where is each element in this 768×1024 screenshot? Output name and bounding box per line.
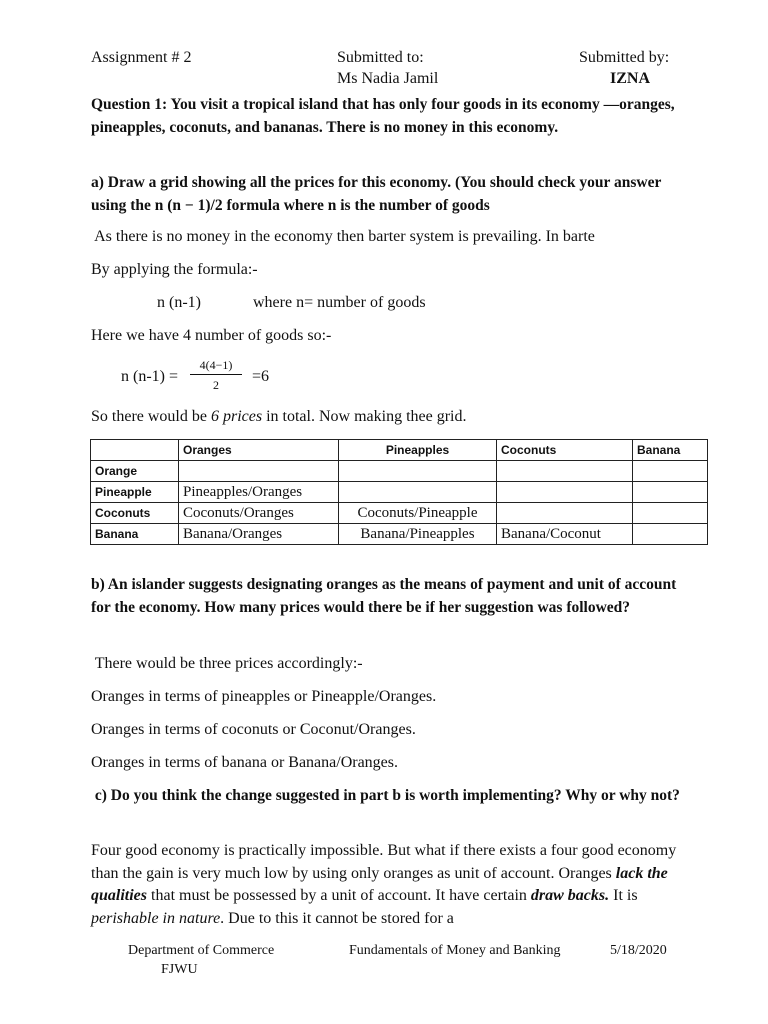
grid-cell: Coconuts/Oranges (179, 503, 339, 524)
price-grid (90, 439, 708, 545)
part-b-answer: There would be three prices accordingly:- (91, 655, 363, 672)
footer-university: FJWU (161, 962, 198, 977)
grid-cell: Pineapples/Oranges (179, 482, 339, 503)
part-c-text-3: It is (609, 887, 638, 904)
part-c-emphasis-3: perishable in nature (91, 909, 221, 927)
submitted-by-name: IZNA (610, 70, 651, 87)
question-1: Question 1: You visit a tropical island that has only four goods in its economy —oranges, pineapples, coconuts, and bananas. There is no money in this economy. (91, 96, 675, 136)
grid-cell (633, 524, 708, 545)
grid-cell (633, 482, 708, 503)
row-header-pineapple: Pineapple (91, 482, 179, 503)
grid-row-orange (91, 461, 708, 482)
part-c-text-2: that must be possessed by a unit of account. It have certain (147, 887, 531, 904)
row-header-coconuts: Coconuts (91, 503, 179, 524)
grid-cell (339, 482, 497, 503)
calc-numerator: 4(4−1) (199, 358, 233, 372)
part-a-applying: By applying the formula:- (91, 261, 258, 278)
part-c-question: c) Do you think the change suggested in part b is worth implementing? Why or why not? (91, 787, 680, 804)
part-b-line-3: Oranges in terms of banana or Banana/Oranges. (91, 754, 398, 771)
part-a-total (91, 406, 467, 428)
grid-cell: Coconuts/Pineapple (339, 503, 497, 524)
part-c-answer (91, 840, 689, 930)
part-c-text-4: . Due to this it cannot be stored for a (220, 909, 454, 927)
grid-cell: Banana/Pineapples (339, 524, 497, 545)
grid-cell: Banana/Coconut (497, 524, 633, 545)
submitted-by-label: Submitted by: (579, 49, 670, 66)
calc-lhs: n (n-1) = (121, 368, 179, 385)
part-c-emphasis-2: draw backs. (530, 887, 610, 904)
part-b-line-2: Oranges in terms of coconuts or Coconut/Oranges. (91, 721, 416, 738)
col-header-oranges: Oranges (179, 440, 339, 461)
row-header-banana: Banana (91, 524, 179, 545)
grid-cell (633, 461, 708, 482)
total-emphasis: 6 prices (210, 408, 263, 425)
grid-header-row (91, 440, 708, 461)
row-header-orange: Orange (91, 461, 179, 482)
grid-cell: Banana/Oranges (179, 524, 339, 545)
grid-cell (339, 461, 497, 482)
col-header-coconuts: Coconuts (497, 440, 633, 461)
formula: n (n-1) (157, 294, 201, 311)
part-a-here: Here we have 4 number of goods so:- (91, 327, 332, 344)
col-header-pineapples: Pineapples (339, 440, 497, 461)
grid-row-coconuts (91, 503, 708, 524)
footer-course: Fundamentals of Money and Banking (349, 943, 561, 958)
part-b-line-1: Oranges in terms of pineapples or Pineapple/Oranges. (91, 688, 437, 705)
calc-denominator: 2 (213, 378, 219, 392)
grid-corner (91, 440, 179, 461)
footer-date: 5/18/2020 (610, 943, 667, 958)
part-a-question: a) Draw a grid showing all the prices for this economy. (You should check your answer using the n (n − 1)/2 formula where n is the number of goods (91, 174, 662, 214)
footer-department: Department of Commerce (128, 943, 275, 958)
part-a-intro: As there is no money in the economy then barter system is prevailing. In barte (91, 228, 595, 245)
total-prefix: So there would be (91, 408, 211, 425)
grid-cell (179, 461, 339, 482)
grid-cell (633, 503, 708, 524)
grid-cell (497, 503, 633, 524)
fraction-bar (190, 374, 242, 375)
formula-where: where n= number of goods (253, 294, 426, 311)
assignment-number: Assignment # 2 (91, 49, 192, 66)
calc-rhs: =6 (252, 368, 270, 385)
grid-row-banana (91, 524, 708, 545)
grid-cell (497, 461, 633, 482)
total-suffix: in total. Now making thee grid. (262, 408, 467, 425)
grid-row-pineapple (91, 482, 708, 503)
col-header-banana: Banana (633, 440, 708, 461)
part-b-question: b) An islander suggests designating oranges as the means of payment and unit of account for the economy. How many prices would there be if her suggestion was followed? (91, 576, 677, 616)
submitted-to-name: Ms Nadia Jamil (337, 70, 439, 87)
part-c-text-1: Four good economy is practically impossible. But what if there exists a four good economy than the gain is very much low by using only oranges as unit of account. Oranges (91, 842, 677, 882)
part-c-emphasis-1: lack the qualities (91, 864, 668, 904)
grid-cell (497, 482, 633, 503)
submitted-to-label: Submitted to: (337, 49, 424, 66)
